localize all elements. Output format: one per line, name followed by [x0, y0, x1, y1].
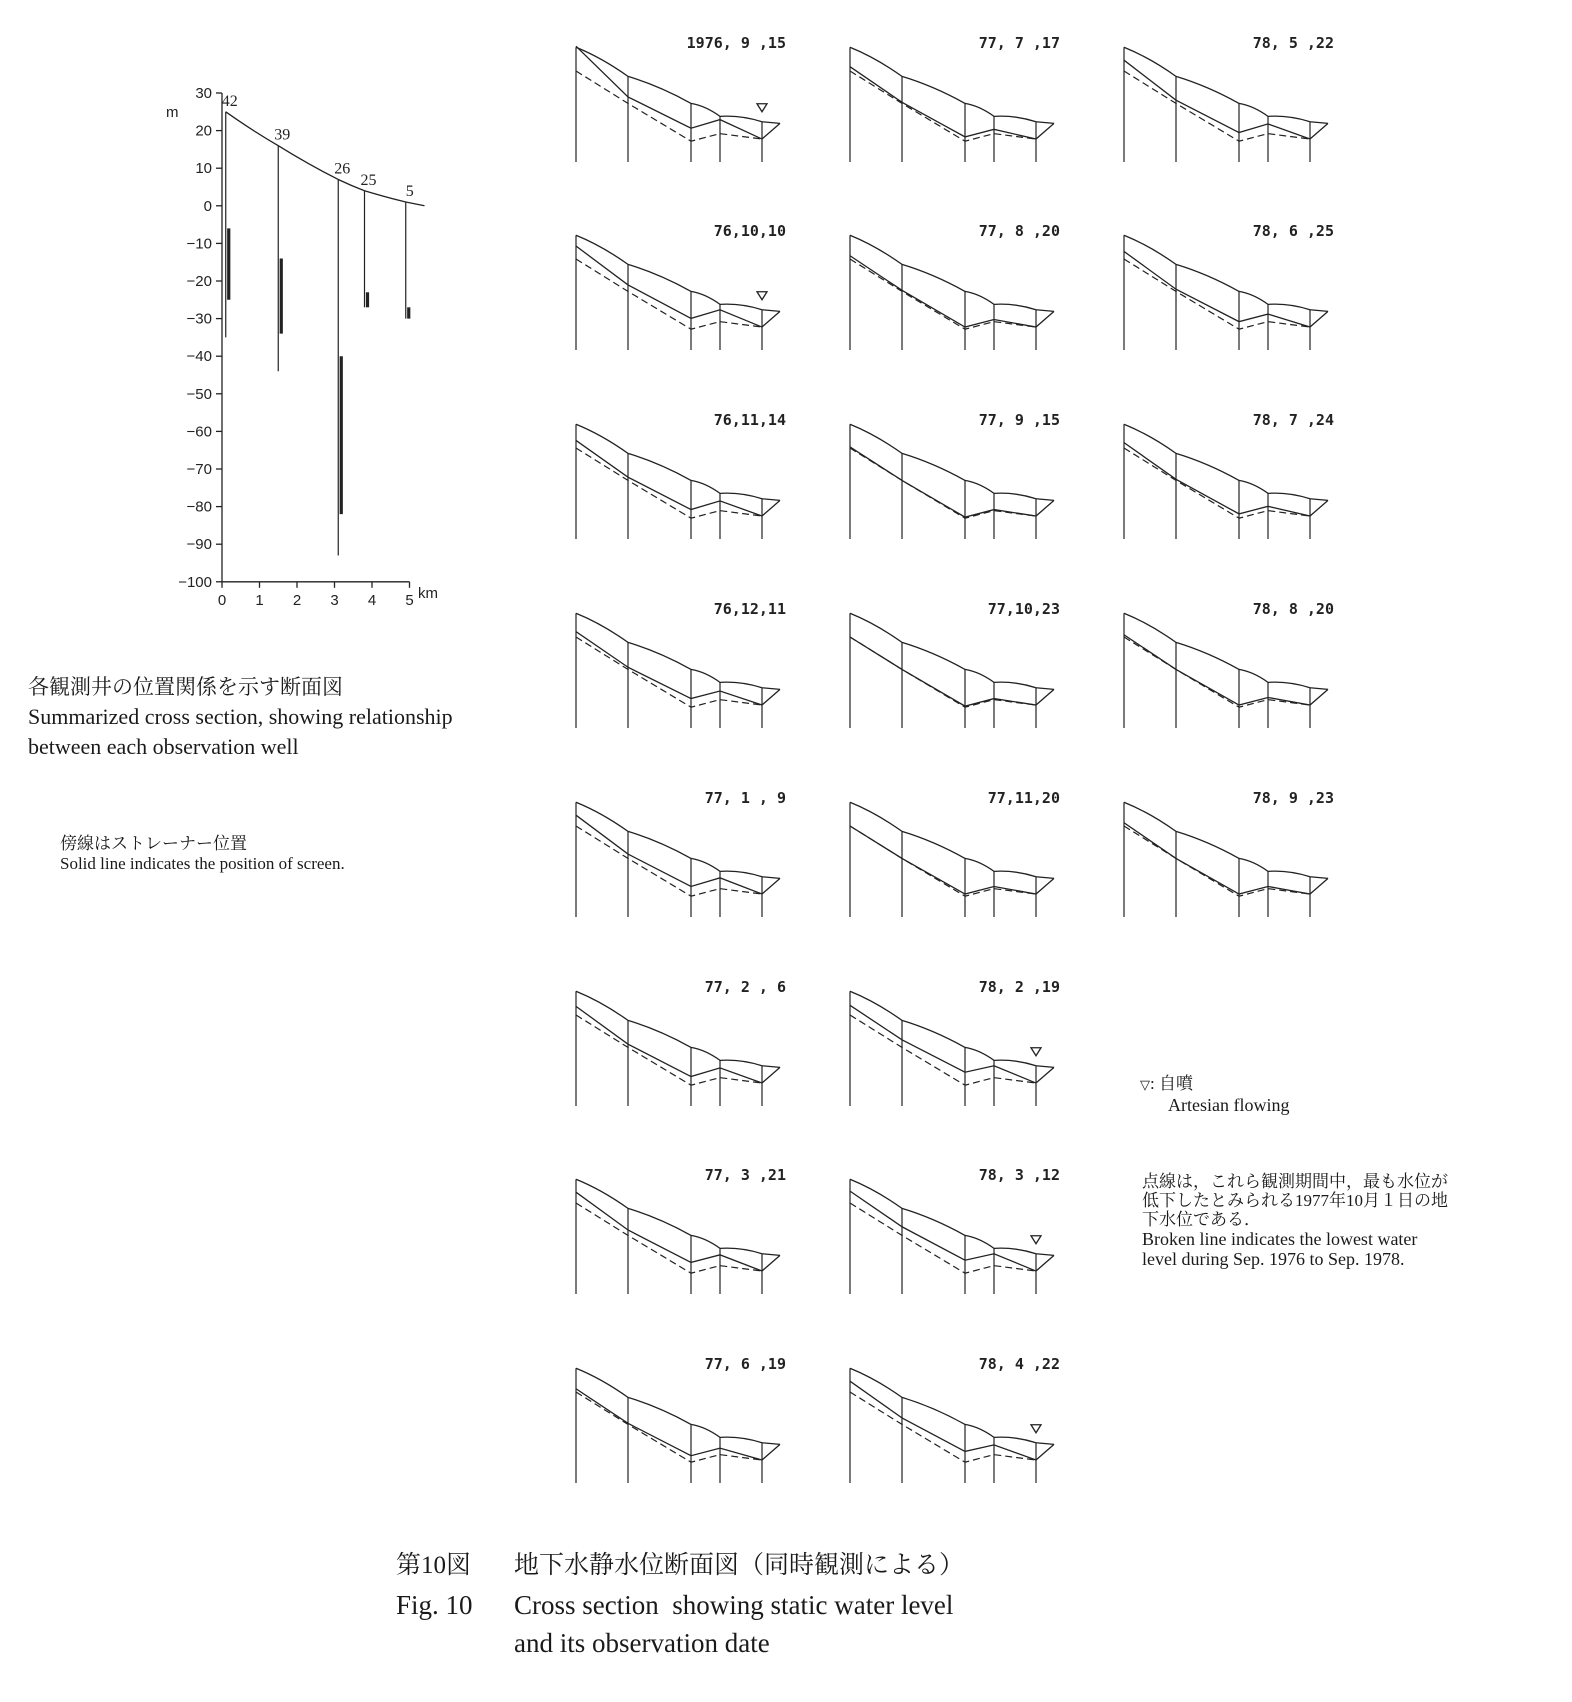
lowest-level-line [850, 259, 1036, 329]
broken-note-en-1: Broken line indicates the lowest water [1142, 1229, 1418, 1249]
ground-surface [850, 235, 1054, 311]
artesian-flowing-icon [757, 104, 767, 112]
artesian-flowing-icon [757, 292, 767, 300]
water-level-line [576, 1192, 780, 1271]
artesian-flowing-icon [1031, 1236, 1041, 1244]
y-axis-unit: m [166, 104, 179, 121]
y-tick-label: 0 [203, 197, 212, 215]
ground-surface [1124, 802, 1328, 878]
lowest-level-line [850, 71, 1036, 141]
panel-78-6-25 [1124, 222, 1334, 350]
artesian-flowing-icon [1031, 1425, 1041, 1433]
panel-date-label: 77, 7 ,17 [978, 34, 1060, 52]
water-level-line [576, 246, 780, 327]
x-tick-label: 0 [217, 591, 227, 609]
water-level-line [850, 256, 1054, 327]
panel-date-label: 78, 2 ,19 [978, 978, 1060, 996]
ground-surface [850, 613, 1054, 689]
water-level-line [850, 1381, 1054, 1460]
figure-number-en: Fig. 10 [396, 1590, 473, 1620]
well-label: 42 [221, 92, 238, 110]
y-tick-label: −100 [178, 573, 212, 591]
panel-78-2-19 [850, 978, 1060, 1106]
panel-76-11-14 [576, 411, 786, 539]
y-tick-label: −60 [186, 423, 212, 441]
panel-date-label: 77, 2 , 6 [704, 978, 786, 996]
water-level-line [1124, 635, 1328, 705]
panel-77-8-20 [850, 222, 1060, 350]
artesian-legend: ▽: 自噴 Artesian flowing [1140, 1074, 1400, 1115]
water-level-line [850, 826, 1054, 894]
y-tick-label: −50 [186, 385, 212, 403]
artesian-legend-jp: 自噴 [1158, 1074, 1193, 1093]
ground-surface [850, 1368, 1054, 1444]
ground-surface [850, 802, 1054, 878]
figure-caption [396, 1546, 1156, 1662]
panel-date-label: 77, 6 ,19 [704, 1355, 786, 1373]
water-level-line [850, 637, 1054, 706]
panel-78-4-22 [850, 1355, 1060, 1483]
ground-surface [576, 802, 780, 878]
panel-78-7-24 [1124, 411, 1334, 539]
water-level-line [576, 46, 780, 139]
ground-surface [1124, 613, 1328, 689]
lowest-level-line [850, 1392, 1036, 1462]
y-tick-label: 30 [195, 85, 212, 102]
y-tick-label: −10 [186, 235, 212, 253]
lowest-level-line [576, 637, 762, 707]
artesian-flowing-icon: ▽ [1140, 1077, 1150, 1092]
lowest-level-line [576, 1015, 762, 1085]
figure-title-en-2: and its observation date [514, 1628, 770, 1658]
panel-date-label: 78, 5 ,22 [1252, 34, 1334, 52]
overview-cross-section [166, 85, 438, 609]
lowest-level-line [1124, 637, 1310, 707]
screen-note [60, 834, 480, 874]
panel-date-label: 1976, 9 ,15 [686, 34, 786, 52]
y-tick-label: −70 [186, 461, 212, 478]
panel-76-12-11 [576, 600, 786, 728]
broken-line-note [1142, 1172, 1562, 1269]
panel-date-label: 77, 3 ,21 [704, 1166, 786, 1184]
lowest-level-line [576, 71, 762, 141]
screen-note-en: Solid line indicates the position of screen. [60, 854, 345, 873]
x-axis-unit: km [418, 585, 438, 602]
water-level-line [850, 447, 1054, 517]
panel-77-2-6 [576, 978, 786, 1106]
water-level-line [576, 440, 780, 516]
y-tick-label: 20 [195, 122, 212, 140]
panel-date-label: 77, 1 , 9 [704, 789, 786, 807]
y-tick-label: −80 [186, 498, 212, 516]
lowest-level-line [850, 826, 1036, 896]
water-level-line [850, 1191, 1054, 1271]
water-level-line [576, 632, 780, 705]
x-tick-label: 4 [367, 591, 377, 609]
panel-date-label: 78, 8 ,20 [1252, 600, 1334, 618]
x-tick-label: 2 [292, 591, 302, 609]
water-level-line [850, 67, 1054, 139]
panel-77-10-23 [850, 600, 1060, 728]
y-tick-label: −20 [186, 273, 212, 290]
water-level-line [1124, 251, 1328, 327]
panel-date-label: 78, 9 ,23 [1252, 789, 1334, 807]
panel-date-label: 78, 6 ,25 [1252, 222, 1334, 240]
panel-date-label: 77,10,23 [987, 600, 1060, 618]
y-tick-label: −40 [186, 348, 212, 366]
panel-78-3-12 [850, 1166, 1060, 1294]
panel-77-1-9 [576, 789, 786, 917]
panel-78-9-23 [1124, 789, 1334, 917]
well-label: 26 [334, 160, 351, 178]
lowest-level-line [576, 259, 762, 329]
water-level-line [1124, 443, 1328, 516]
broken-note-jp-2: 低下したとみられる1977年10月１日の地 [1142, 1191, 1448, 1210]
water-level-line [576, 1389, 780, 1460]
ground-surface [576, 1179, 780, 1255]
panel-date-label: 78, 3 ,12 [978, 1166, 1060, 1184]
panel-78-8-20 [1124, 600, 1334, 728]
figure-title-en-1: Cross section showing static water level [514, 1590, 954, 1620]
lowest-level-line [850, 637, 1036, 707]
x-tick-label: 5 [405, 591, 414, 609]
lowest-level-line [850, 448, 1036, 518]
panel-77-6-19 [576, 1355, 786, 1483]
lowest-level-line [850, 1015, 1036, 1085]
water-level-line [1124, 60, 1328, 139]
broken-note-en-2: level during Sep. 1976 to Sep. 1978. [1142, 1249, 1405, 1269]
panel-78-5-22 [1124, 34, 1334, 162]
ground-surface [850, 47, 1054, 123]
overview-caption-en-2: between each observation well [28, 734, 299, 759]
panel-77-11-20 [850, 789, 1060, 917]
ground-surface [1124, 424, 1328, 500]
broken-note-jp-1: 点線は，これら観測期間中，最も水位が [1142, 1172, 1448, 1191]
broken-note-jp-3: 下水位である． [1142, 1210, 1261, 1229]
lowest-level-line [1124, 826, 1310, 896]
well-label: 25 [360, 171, 377, 189]
x-tick-label: 3 [330, 591, 339, 609]
well-label: 5 [405, 183, 414, 201]
figure-number-jp: 第10図 [396, 1552, 472, 1579]
ground-surface [850, 1179, 1054, 1255]
well-label: 39 [274, 126, 291, 144]
ground-surface [576, 1368, 780, 1444]
panel-date-label: 77, 8 ,20 [978, 222, 1060, 240]
water-level-line [576, 815, 780, 894]
ground-surface [576, 47, 780, 123]
ground-surface [226, 112, 425, 206]
panel-77-3-21 [576, 1166, 786, 1294]
overview-caption-en-1: Summarized cross section, showing relationship [28, 704, 453, 729]
screen-note-jp: 傍線はストレーナー位置 [60, 834, 247, 853]
panel-date-label: 78, 7 ,24 [1252, 411, 1334, 429]
lowest-level-line [576, 1203, 762, 1273]
ground-surface [576, 235, 780, 311]
panel-date-label: 77,11,20 [987, 789, 1060, 807]
panel-date-label: 77, 9 ,15 [978, 411, 1060, 429]
figure-title-jp: 地下水静水位断面図（同時観測による） [514, 1552, 965, 1579]
panel-1976-9-15 [576, 34, 786, 162]
overview-caption-jp: 各観測井の位置関係を示す断面図 [28, 675, 343, 699]
y-tick-label: −90 [186, 536, 212, 554]
lowest-level-line [1124, 448, 1310, 518]
panel-77-9-15 [850, 411, 1060, 539]
x-tick-label: 1 [255, 591, 264, 609]
artesian-flowing-icon [1031, 1048, 1041, 1056]
y-tick-label: 10 [195, 160, 212, 178]
panel-date-label: 76,11,14 [713, 411, 786, 429]
water-level-line [850, 1005, 1054, 1083]
water-level-line [576, 1006, 780, 1083]
water-level-line [1124, 823, 1328, 894]
lowest-level-line [850, 1203, 1036, 1273]
panel-date-label: 78, 4 ,22 [978, 1355, 1060, 1373]
y-tick-label: −30 [186, 310, 212, 328]
panel-77-7-17 [850, 34, 1060, 162]
panel-76-10-10 [576, 222, 786, 350]
lowest-level-line [576, 448, 762, 518]
overview-caption [28, 672, 588, 762]
ground-surface [850, 991, 1054, 1067]
panel-date-label: 76,12,11 [713, 600, 786, 618]
ground-surface [576, 613, 780, 689]
ground-surface [1124, 47, 1328, 123]
panel-date-label: 76,10,10 [713, 222, 786, 240]
ground-surface [850, 424, 1054, 500]
artesian-legend-en: Artesian flowing [1168, 1095, 1290, 1115]
